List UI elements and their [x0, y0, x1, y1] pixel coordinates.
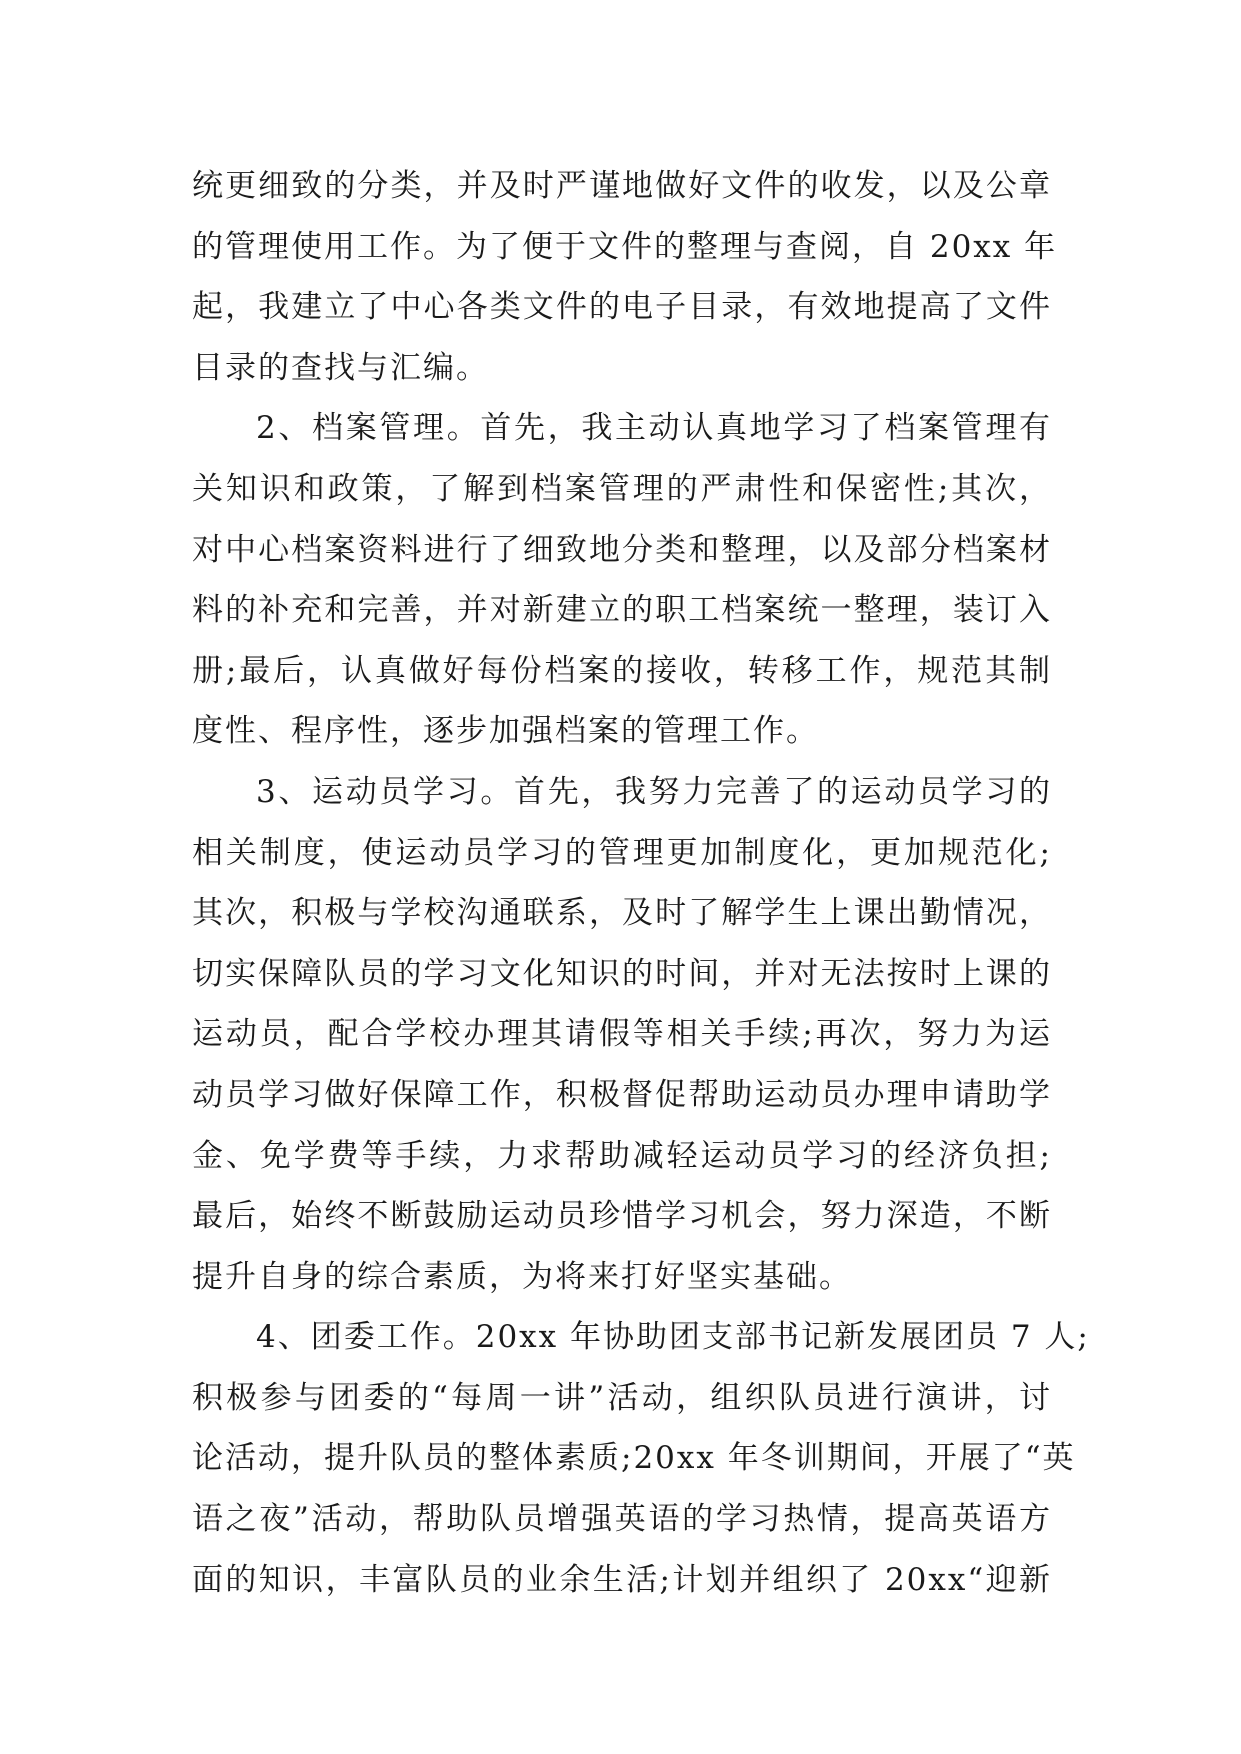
text-line: 切实保障队员的学习文化知识的时间，并对无法按时上课的	[192, 955, 1052, 992]
text-line: 册;最后，认真做好每份档案的接收，转移工作，规范其制	[192, 652, 1052, 689]
text-line: 统更细致的分类，并及时严谨地做好文件的收发，以及公章	[192, 168, 1052, 204]
text-line: 关知识和政策，了解到档案管理的严肃性和保密性;其次，	[192, 470, 1052, 507]
text-line: 最后，始终不断鼓励运动员珍惜学习机会，努力深造，不断	[192, 1198, 1052, 1235]
text-line: 对中心档案资料进行了细致地分类和整理，以及部分档案材	[192, 531, 1052, 568]
text-line: 起，我建立了中心各类文件的电子目录，有效地提高了文件	[192, 289, 1052, 326]
paragraph-start-line: 3、运动员学习。首先，我努力完善了的运动员学习的	[256, 773, 1052, 810]
text-line: 动员学习做好保障工作，积极督促帮助运动员办理申请助学	[192, 1076, 1052, 1113]
text-line: 运动员，配合学校办理其请假等相关手续;再次，努力为运	[192, 1016, 1052, 1053]
text-line: 积极参与团委的“每周一讲”活动，组织队员进行演讲，讨	[192, 1379, 1052, 1416]
text-line: 相关制度，使运动员学习的管理更加制度化，更加规范化;	[192, 834, 1052, 871]
paragraph-start-line: 4、团委工作。20xx 年协助团支部书记新发展团员 7 人;	[256, 1319, 1090, 1356]
text-line: 的管理使用工作。为了便于文件的整理与查阅，自 20xx 年	[192, 228, 1058, 265]
paragraph-start-line: 2、档案管理。首先，我主动认真地学习了档案管理有	[256, 410, 1052, 447]
text-line: 语之夜”活动，帮助队员增强英语的学习热情，提高英语方	[192, 1501, 1052, 1538]
text-line: 金、免学费等手续，力求帮助减轻运动员学习的经济负担;	[192, 1137, 1052, 1174]
document-body	[192, 156, 1090, 1610]
text-line: 其次，积极与学校沟通联系，及时了解学生上课出勤情况，	[192, 895, 1052, 932]
text-line: 料的补充和完善，并对新建立的职工档案统一整理，装订入	[192, 592, 1052, 629]
text-line: 目录的查找与汇编。	[192, 349, 489, 386]
text-line: 度性、程序性，逐步加强档案的管理工作。	[192, 713, 819, 750]
text-line: 论活动，提升队员的整体素质;20xx 年冬训期间，开展了“英	[192, 1440, 1076, 1477]
text-line: 面的知识，丰富队员的业余生活;计划并组织了 20xx“迎新	[192, 1561, 1052, 1598]
text-line: 提升自身的综合素质，为将来打好坚实基础。	[192, 1258, 852, 1295]
